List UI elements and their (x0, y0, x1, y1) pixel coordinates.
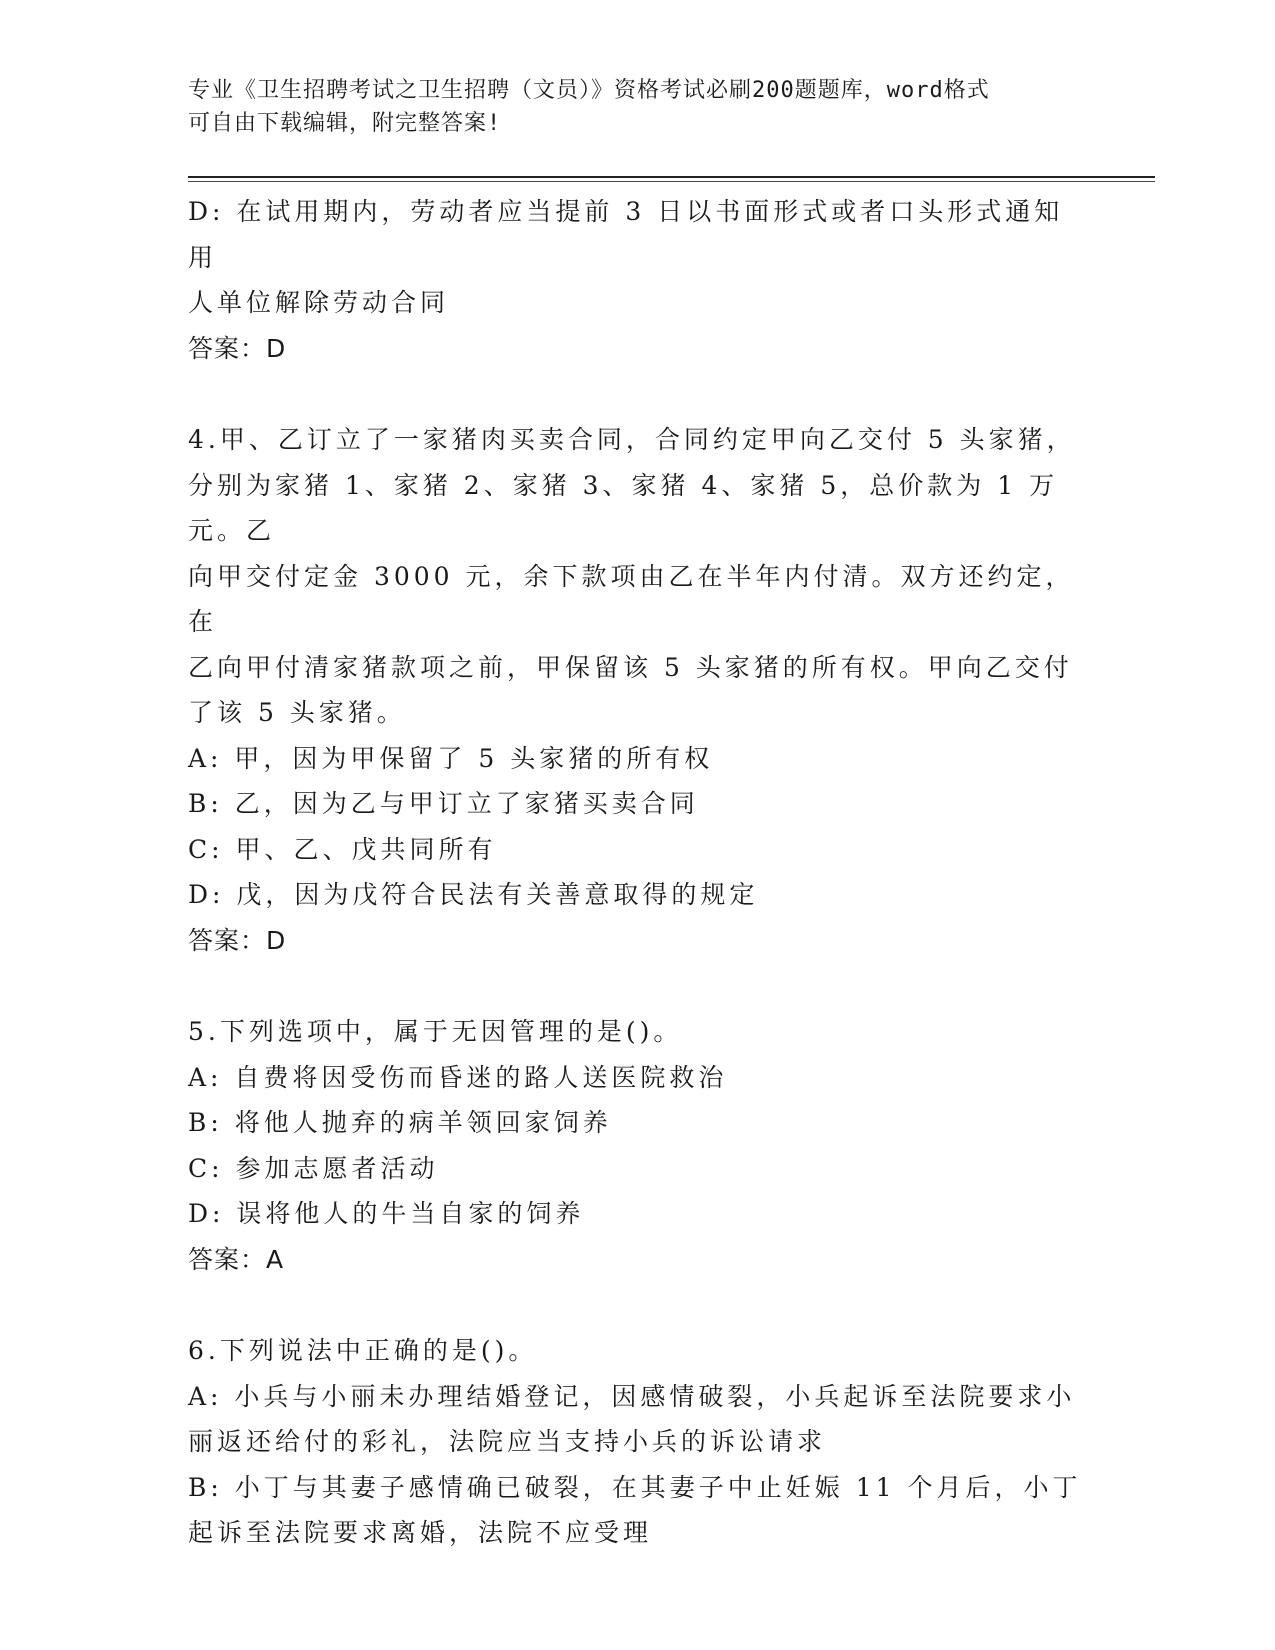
q5-answer: 答案：A (188, 1244, 285, 1274)
q4-stem-line: 分别为家猪 1、家猪 2、家猪 3、家猪 4、家猪 5，总价款为 1 万元。乙 (188, 470, 1059, 545)
q6-option-b-line1: B: 小丁与其妻子感情确已破裂，在其妻子中止妊娠 11 个月后，小丁 (188, 1472, 1082, 1502)
header-divider-thick (188, 176, 1155, 178)
document-header (188, 74, 1068, 140)
q5-option-c: C: 参加志愿者活动 (188, 1153, 439, 1183)
q5-option-b: B: 将他人抛弃的病羊领回家饲养 (188, 1108, 612, 1137)
q6-option-a-line1: A: 小兵与小丽未办理结婚登记，因感情破裂，小兵起诉至法院要求小 (188, 1381, 1076, 1411)
q4-option-c: C: 甲、乙、戊共同所有 (188, 834, 497, 864)
q6-option-a-line2: 丽返还给付的彩礼，法院应当支持小兵的诉讼请求 (188, 1427, 827, 1456)
q4-stem-line: 乙向甲付清家猪款项之前，甲保留该 5 头家猪的所有权。甲向乙交付 (188, 652, 1073, 682)
q3-answer: 答案：D (188, 333, 287, 363)
q6-stem: 6.下列说法中正确的是()。 (188, 1336, 538, 1365)
header-divider-thin (188, 181, 1155, 182)
spacer (188, 963, 1088, 1009)
q3-option-d-line2: 人单位解除劳动合同 (188, 288, 450, 317)
q4-stem-line: 了该 5 头家猪。 (188, 698, 406, 727)
header-title-line2: 可自由下载编辑，附完整答案! (188, 111, 502, 136)
q4-answer: 答案：D (188, 925, 287, 955)
q6-option-b-line2: 起诉至法院要求离婚，法院不应受理 (188, 1518, 653, 1547)
q4-stem-line: 向甲交付定金 3000 元，余下款项由乙在半年内付清。双方还约定，在 (188, 561, 1075, 636)
q4-stem-line: 4.甲、乙订立了一家猪肉买卖合同，合同约定甲向乙交付 5 头家猪， (188, 425, 1076, 454)
q5-stem: 5.下列选项中，属于无因管理的是()。 (188, 1017, 683, 1046)
q5-option-d: D: 误将他人的牛当自家的饲养 (188, 1199, 585, 1228)
q3-option-d-line1: D: 在试用期内，劳动者应当提前 3 日以书面形式或者口头形式通知用 (188, 197, 1064, 272)
q5-option-a: A: 自费将因受伤而昏迷的路人送医院救治 (188, 1062, 728, 1092)
spacer (188, 371, 1088, 417)
q4-option-d: D: 戊，因为戊符合民法有关善意取得的规定 (188, 880, 759, 909)
question-content (188, 189, 1088, 1556)
q4-option-a: A: 甲，因为甲保留了 5 头家猪的所有权 (188, 743, 714, 773)
spacer (188, 1282, 1088, 1328)
header-title-line1: 专业《卫生招聘考试之卫生招聘（文员）》资格考试必刷200题题库，word格式 (188, 78, 990, 103)
q4-option-b: B: 乙，因为乙与甲订立了家猪买卖合同 (188, 789, 699, 818)
